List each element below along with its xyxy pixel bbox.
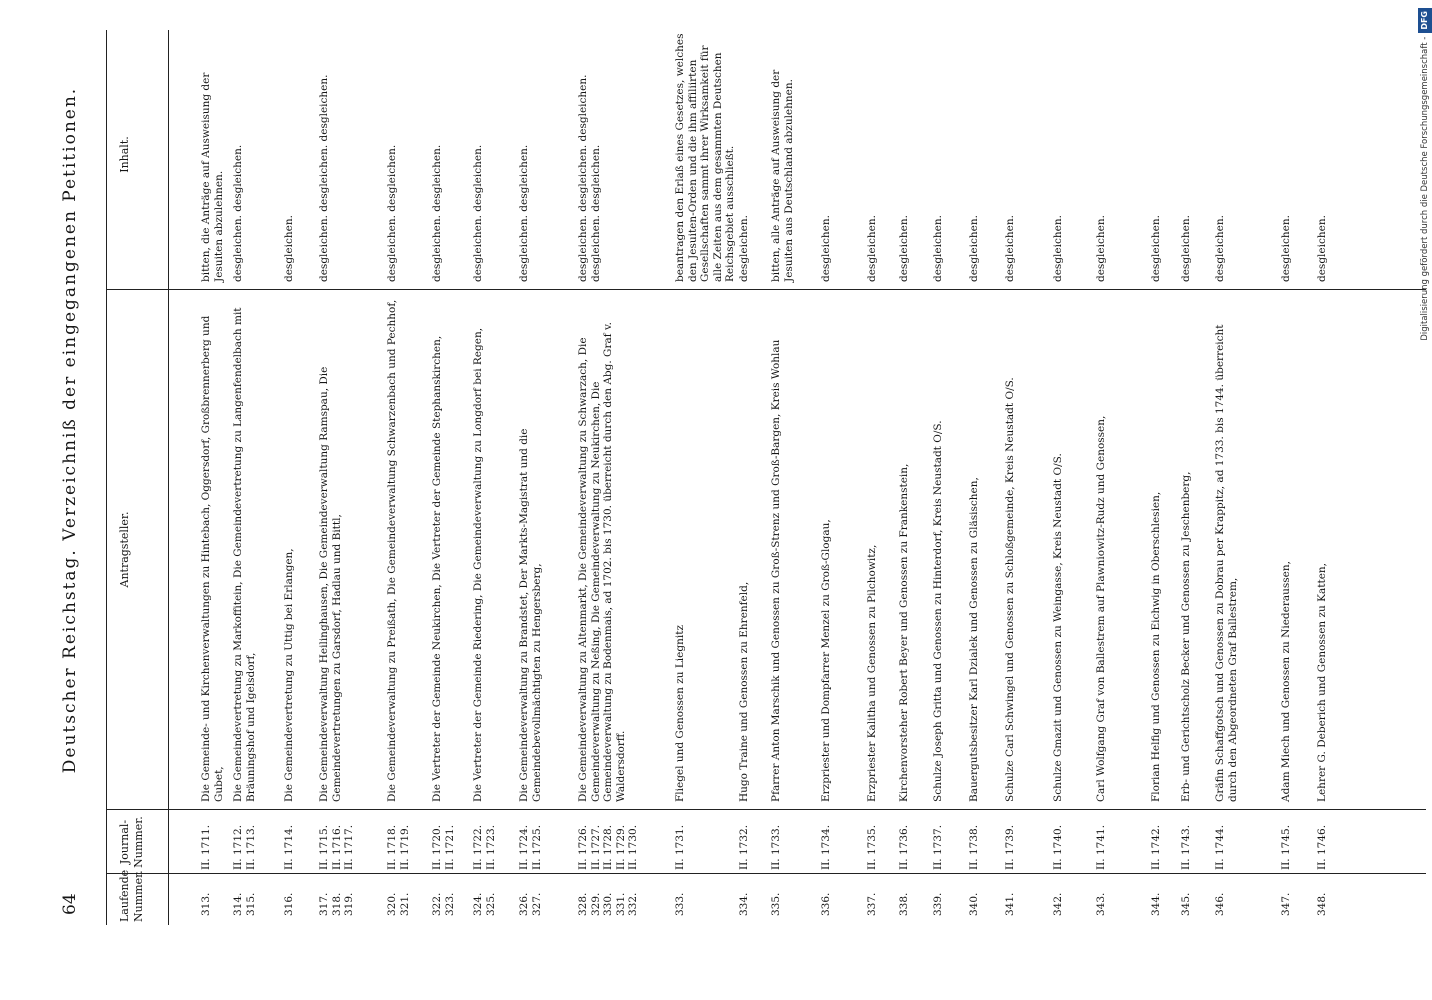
cell-journal-nummer <box>472 814 497 870</box>
column-divider <box>106 809 1426 810</box>
cell-laufende-nummer <box>577 876 640 916</box>
cell-inhalt: desgleichen. <box>968 215 980 282</box>
cell-inhalt: desgleichen. <box>932 215 944 282</box>
journal-nummer: II. 1718. <box>386 824 398 870</box>
cell-inhalt: desgleichen. desgleichen. desgleichen. desgleichen. desgleichen. <box>577 74 602 282</box>
laufende-nummer: 343. <box>1095 892 1107 916</box>
credit-text: Digitalisierung gefördert durch die Deutsche Forschungsgemeinschaft - <box>1420 36 1430 341</box>
cell-journal-nummer <box>577 814 640 870</box>
column-header-journal-nummer: Journal-Nummer. <box>118 816 145 868</box>
journal-nummer: II. 1730. <box>627 824 639 870</box>
cell-laufende-nummer <box>898 876 911 916</box>
column-header-laufende-nummer: Laufende Nummer. <box>118 869 145 922</box>
laufende-nummer: 339. <box>932 892 944 916</box>
cell-laufende-nummer <box>283 876 296 916</box>
cell-journal-nummer <box>820 814 833 870</box>
laufende-nummer: 345. <box>1180 892 1192 916</box>
laufende-nummer: 315. <box>244 892 257 916</box>
page-number: 64 <box>60 893 80 915</box>
cell-journal-nummer <box>1280 814 1293 870</box>
cell-laufende-nummer <box>1214 876 1227 916</box>
cell-journal-nummer <box>1150 814 1163 870</box>
cell-laufende-nummer <box>932 876 945 916</box>
journal-nummer: II. 1740. <box>1052 824 1064 870</box>
cell-antragsteller: Die Gemeindeverwaltung Heilinghausen, Die Gemeindeverwaltung Ramspau, Die Gemeindevertretungen zu Garsdorf, Hadlau und Bittl, <box>318 366 343 802</box>
laufende-nummer: 329. <box>589 892 602 916</box>
cell-inhalt: desgleichen. <box>1052 215 1064 282</box>
cell-inhalt: desgleichen. <box>1316 215 1328 282</box>
journal-nummer: II. 1719. <box>398 824 411 870</box>
journal-nummer: II. 1741. <box>1095 824 1107 870</box>
cell-antragsteller: Erb- und Gerichtscholz Becker und Genossen zu Jeschenberg, <box>1180 471 1192 802</box>
cell-inhalt: desgleichen. desgleichen. <box>386 144 398 282</box>
laufende-nummer: 318. <box>330 892 343 916</box>
journal-nummer: II. 1742. <box>1150 824 1162 870</box>
cell-inhalt: desgleichen. <box>1150 215 1162 282</box>
journal-nummer: II. 1735. <box>866 824 878 870</box>
laufende-nummer: 337. <box>866 892 878 916</box>
journal-nummer: II. 1728. <box>602 824 614 870</box>
laufende-nummer: 316. <box>283 892 295 916</box>
cell-antragsteller: Hugo Traine und Genossen zu Ehrenfeld, <box>738 581 750 802</box>
journal-nummer: II. 1729. <box>614 824 627 870</box>
cell-journal-nummer <box>232 814 257 870</box>
laufende-nummer: 336. <box>820 892 832 916</box>
journal-nummer: II. 1715. <box>318 824 330 870</box>
cell-inhalt: desgleichen. <box>283 215 295 282</box>
cell-laufende-nummer <box>1280 876 1293 916</box>
cell-laufende-nummer <box>1095 876 1108 916</box>
cell-antragsteller: Erzpriester und Dompfarrer Menzel zu Groß-Glogau, <box>820 519 832 802</box>
cell-journal-nummer <box>1052 814 1065 870</box>
cell-antragsteller: Schulze Joseph Gritta und Genossen zu Hinterdorf, Kreis Neustadt O/S. <box>932 420 944 802</box>
cell-laufende-nummer <box>232 876 257 916</box>
cell-inhalt: desgleichen. <box>1004 215 1016 282</box>
table-header-rule <box>168 30 169 925</box>
cell-laufende-nummer <box>472 876 497 916</box>
laufende-nummer: 314. <box>232 892 244 916</box>
laufende-nummer: 333. <box>674 892 686 916</box>
cell-antragsteller: Bauergutsbesitzer Karl Dzialek und Genossen zu Gläsischen, <box>968 477 980 802</box>
cell-journal-nummer <box>518 814 543 870</box>
journal-nummer: II. 1724. <box>518 824 530 870</box>
cell-journal-nummer <box>1004 814 1017 870</box>
laufende-nummer: 313. <box>200 892 212 916</box>
cell-laufende-nummer <box>1180 876 1193 916</box>
journal-nummer: II. 1734. <box>820 824 832 870</box>
cell-journal-nummer <box>1180 814 1193 870</box>
journal-nummer: II. 1714. <box>283 824 295 870</box>
cell-antragsteller: Schulze Gmazit und Genossen zu Weingasse, Kreis Neustadt O/S. <box>1052 453 1064 802</box>
journal-nummer: II. 1733. <box>770 824 782 870</box>
cell-inhalt: bitten, alle Anträge auf Ausweisung der Jesuiten aus Deutschland abzulehnen. <box>770 69 795 282</box>
column-divider <box>106 873 1426 874</box>
cell-antragsteller: Die Vertreter der Gemeinde Neukirchen, Die Vertreter der Gemeinde Stephanskirchen, <box>431 335 443 802</box>
journal-nummer: II. 1731. <box>674 824 686 870</box>
cell-antragsteller: Gräfin Schaffgotsch und Genossen zu Dobrau per Krappitz, ad 1733. bis 1744. überreicht durch den Abgeordneten Graf Ballestrem, <box>1214 324 1239 802</box>
cell-journal-nummer <box>386 814 411 870</box>
laufende-nummer: 348. <box>1316 892 1328 916</box>
cell-journal-nummer <box>968 814 981 870</box>
table-top-rule <box>106 30 107 925</box>
cell-inhalt: beantragen den Erlaß eines Gesetzes, welches den Jesuiten-Orden und die ihm affiliirten Gesellschaften sammt ihrer Wirksamkeit für alle Zeiten aus dem gesammten Deutschen Reichsgebiet ausschließt. <box>674 33 736 282</box>
laufende-nummer: 328. <box>577 892 589 916</box>
cell-inhalt: desgleichen. desgleichen. <box>518 144 530 282</box>
laufende-nummer: 342. <box>1052 892 1064 916</box>
journal-nummer: II. 1713. <box>244 824 257 870</box>
page-title: Deutscher Reichstag. Verzeichniß der eingegangenen Petitionen. <box>60 86 80 774</box>
column-divider <box>106 289 1426 290</box>
cell-inhalt: desgleichen. desgleichen. <box>472 144 484 282</box>
cell-journal-nummer <box>283 814 296 870</box>
column-header-inhalt: Inhalt. <box>118 136 131 173</box>
cell-laufende-nummer <box>1004 876 1017 916</box>
journal-nummer: II. 1716. <box>330 824 343 870</box>
laufende-nummer: 326. <box>518 892 530 916</box>
cell-journal-nummer <box>738 814 751 870</box>
cell-inhalt: desgleichen. <box>898 215 910 282</box>
cell-inhalt: desgleichen. <box>1280 215 1292 282</box>
cell-journal-nummer <box>674 814 687 870</box>
cell-laufende-nummer <box>386 876 411 916</box>
journal-nummer: II. 1725. <box>530 824 543 870</box>
journal-nummer: II. 1712. <box>232 824 244 870</box>
journal-nummer: II. 1722. <box>472 824 484 870</box>
cell-antragsteller: Erzpriester Kalitha und Genossen zu Pilchowitz, <box>866 544 878 802</box>
cell-laufende-nummer <box>820 876 833 916</box>
laufende-nummer: 323. <box>443 892 456 916</box>
cell-antragsteller: Schulze Carl Schwingel und Genossen zu Schloßgemeinde, Kreis Neustadt O/S. <box>1004 377 1016 802</box>
journal-nummer: II. 1711. <box>200 824 212 870</box>
laufende-nummer: 344. <box>1150 892 1162 916</box>
journal-nummer: II. 1745. <box>1280 824 1292 870</box>
cell-antragsteller: Die Gemeindeverwaltung zu Altenmarkt, Die Gemeindeverwaltung zu Schwarzach, Die Gemeindeverwaltung zu Neßing, Die Gemeindeverwaltung zu Neukirchen, Die Gemeindeverwaltung zu Bodenmais, ad 1702. bis 1730. überreicht durch den Abg. Graf v. Waldersdorff. <box>577 322 627 802</box>
journal-nummer: II. 1739. <box>1004 824 1016 870</box>
cell-inhalt: desgleichen. desgleichen. desgleichen. <box>318 74 330 282</box>
journal-nummer: II. 1736. <box>898 824 910 870</box>
cell-laufende-nummer <box>518 876 543 916</box>
cell-journal-nummer <box>1316 814 1329 870</box>
laufende-nummer: 340. <box>968 892 980 916</box>
laufende-nummer: 330. <box>602 892 614 916</box>
laufende-nummer: 346. <box>1214 892 1226 916</box>
cell-inhalt: desgleichen. desgleichen. <box>232 144 244 282</box>
journal-nummer: II. 1744. <box>1214 824 1226 870</box>
cell-antragsteller: Die Gemeindevertretung zu Markoffitein, Die Gemeindevertretung zu Langenfendelbach mit Bräuningshof und Igelsdorf, <box>232 307 257 802</box>
journal-nummer: II. 1721. <box>443 824 456 870</box>
cell-antragsteller: Fliegel und Genossen zu Liegnitz <box>674 625 686 802</box>
cell-antragsteller: Florian Helfig und Genossen zu Eichwig in Oberschlesien, <box>1150 491 1162 802</box>
cell-journal-nummer <box>318 814 356 870</box>
cell-antragsteller: Die Gemeindeverwaltung zu Brandstet, Der Markts-Magistrat und die Gemeindebevollmächtigten zu Hengersberg, <box>518 428 543 802</box>
journal-nummer: II. 1746. <box>1316 824 1328 870</box>
cell-journal-nummer <box>932 814 945 870</box>
laufende-nummer: 321. <box>398 892 411 916</box>
cell-inhalt: desgleichen. <box>738 215 750 282</box>
cell-journal-nummer <box>770 814 783 870</box>
cell-inhalt: desgleichen. <box>1095 215 1107 282</box>
cell-journal-nummer <box>898 814 911 870</box>
cell-antragsteller: Adam Miech und Genossen zu Niederaussen, <box>1280 561 1292 802</box>
cell-inhalt: desgleichen. desgleichen. <box>431 144 443 282</box>
digitization-credit <box>1418 8 1432 1000</box>
cell-antragsteller: Die Gemeindeverwaltung zu Preißath, Die Gemeindeverwaltung Schwarzenbach und Pechhof, <box>386 299 398 802</box>
cell-laufende-nummer <box>968 876 981 916</box>
journal-nummer: II. 1732. <box>738 824 750 870</box>
cell-journal-nummer <box>1095 814 1108 870</box>
cell-journal-nummer <box>200 814 213 870</box>
cell-laufende-nummer <box>318 876 356 916</box>
cell-journal-nummer <box>1214 814 1227 870</box>
laufende-nummer: 334. <box>738 892 750 916</box>
laufende-nummer: 347. <box>1280 892 1292 916</box>
cell-antragsteller: Lehrer G. Deberich und Genossen zu Katten, <box>1316 562 1328 802</box>
journal-nummer: II. 1723. <box>484 824 497 870</box>
laufende-nummer: 327. <box>530 892 543 916</box>
journal-nummer: II. 1727. <box>589 824 602 870</box>
dfg-logo: DFG <box>1418 8 1432 33</box>
cell-journal-nummer <box>431 814 456 870</box>
laufende-nummer: 324. <box>472 892 484 916</box>
laufende-nummer: 331. <box>614 892 627 916</box>
laufende-nummer: 319. <box>343 892 355 916</box>
journal-nummer: II. 1737. <box>932 824 944 870</box>
cell-antragsteller: Carl Wolfgang Graf von Ballestrem auf Plawniowitz-Rudz und Genossen, <box>1095 415 1107 802</box>
cell-laufende-nummer <box>770 876 783 916</box>
journal-nummer: II. 1743. <box>1180 824 1192 870</box>
cell-laufende-nummer <box>1052 876 1065 916</box>
laufende-nummer: 320. <box>386 892 398 916</box>
cell-inhalt: desgleichen. <box>1214 215 1226 282</box>
cell-inhalt: desgleichen. <box>820 215 832 282</box>
cell-antragsteller: Kirchenvorsteher Robert Beyer und Genossen zu Frankenstein, <box>898 463 910 802</box>
cell-inhalt: desgleichen. <box>1180 215 1192 282</box>
journal-nummer: II. 1726. <box>577 824 589 870</box>
cell-journal-nummer <box>866 814 879 870</box>
cell-laufende-nummer <box>200 876 213 916</box>
journal-nummer: II. 1738. <box>968 824 980 870</box>
cell-antragsteller: Pfarrer Anton Marschik und Genossen zu Groß-Strenz und Groß-Bargen, Kreis Wohlau <box>770 339 782 802</box>
cell-laufende-nummer <box>431 876 456 916</box>
cell-inhalt: desgleichen. <box>866 215 878 282</box>
cell-laufende-nummer <box>866 876 879 916</box>
journal-nummer: II. 1720. <box>431 824 443 870</box>
laufende-nummer: 317. <box>318 892 330 916</box>
cell-laufende-nummer <box>738 876 751 916</box>
cell-laufende-nummer <box>1316 876 1329 916</box>
cell-antragsteller: Die Vertreter der Gemeinde Riedering, Die Gemeindeverwaltung zu Longdorf bei Regen, <box>472 327 484 802</box>
laufende-nummer: 338. <box>898 892 910 916</box>
cell-laufende-nummer <box>674 876 687 916</box>
cell-laufende-nummer <box>1150 876 1163 916</box>
cell-antragsteller: Die Gemeindevertretung zu Uttig bei Erlangen, <box>283 548 295 802</box>
column-header-antragsteller: Antragsteller. <box>118 511 131 588</box>
laufende-nummer: 341. <box>1004 892 1016 916</box>
laufende-nummer: 332. <box>627 892 639 916</box>
laufende-nummer: 325. <box>484 892 497 916</box>
cell-inhalt: bitten, die Anträge auf Ausweisung der Jesuiten abzulehnen. <box>200 72 225 282</box>
cell-antragsteller: Die Gemeinde- und Kirchenverwaltungen zu Hintebach, Oggersdorf, Großbrennerberg und Gubet, <box>200 315 225 802</box>
laufende-nummer: 335. <box>770 892 782 916</box>
laufende-nummer: 322. <box>431 892 443 916</box>
journal-nummer: II. 1717. <box>343 824 355 870</box>
